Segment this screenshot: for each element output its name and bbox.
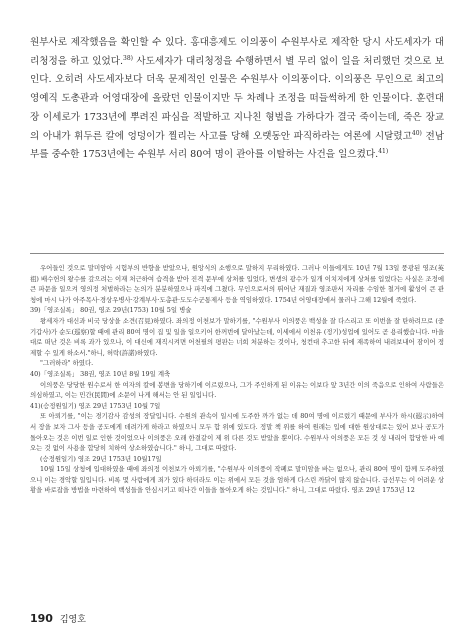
footnote-39-source: 39)「영조실록」 80권, 영조 29년(1753) 10월 5일 병술 xyxy=(30,306,192,315)
footnote-39-text: 왕세자가 대신과 비국 당상을 소견(召見)하였다. 좌의정 이천보가 말하기를, "수원부사 이의풍은 백성을 잘 다스리고 또 이번을 잘 탄하려므로 (중기갑사)가 순도(巡察)할 때에 관리 80여 명이 집 및 일을 일으키어 한꺼번에 달아났는데, 이세에서 이천유 (정기)성업에 있어도 곧 용리했습니다. 마을대로 떠난 것은 비록 과가 있으나, 이 대신에 재직시켜면 어천필의 평판는 너희 처분하는 것이나, 청컨대 추고한 뒤에 재족하여 내려보내어 잠이어 정제할 수 있게 하소서."하니, 허락(許諾)하였다. xyxy=(30,316,444,357)
body-paragraph xyxy=(30,34,444,165)
footnote-41-source-2: (승정원일기) 영조 29년 1753년 10월17일 xyxy=(40,454,162,463)
footnote-ref-41: 41) xyxy=(378,148,389,156)
body-text-run: 원부사로 제작했음을 확인할 수 있다. 홍대흥제도 이의풍이 수원부사로 제작한 당시 사도세자가 대리청정을 하고 있었다. xyxy=(30,37,444,67)
footnote-41-text-2: 10월 15일 상청에 입대하였을 때에 좌의정 이천보가 아뢰기를, "수원부사 이의풍이 작폐로 말미암을 바는 없으나, 관리 80여 명이 함께 도주하였으니 이는 경악할 일입니다. 비록 몇 사람에게 죄가 있다 하더라도 이는 위에서 모든 것을 엄하게 다스린 까닭이 많지 않습니다. 급선무는 이 어려운 상황을 바로잡을 방법을 마련하여 백성들을 안심시키고 떠나간 이들을 돌아오게 하는 것입니다." 하니, 그대로 따랐다. 영조 29년 1753년 12 xyxy=(30,465,444,495)
footnote-41-source: 41)(승정원일기) 영조 29년 1753년 10월 7일 xyxy=(30,401,161,410)
footnotes xyxy=(30,263,444,496)
page-number: 190 xyxy=(30,612,53,625)
footnote-41-text: 또 아뢰기를, "이는 경기감사 감성의 장달입니다. 수원의 관속이 일시에 도주한 까가 없는 데 80여 명에 이르렀기 때문에 부사가 하시(遐示)하여 서 장을 보자 그사 등을 공도에게 데려가게 하라고 하였으니 모두 합 위에 있도다. 정말 책 위를 하여 원래는 입에 대한 원상대로는 있어 보나 공도가 돌아오는 것은 이번 일로 인한 것이었으나 이의풍은 오래 한결같이 제 위 다른 것도 받았을 뿐이다. 수원부사 이의풍은 모든 것 성 내리어 합당한 바 예 오는 것 없이 사용을 합당히 치하여 상소하였습니다." 하니, 그대로 따랐다. xyxy=(30,412,444,453)
main-body-text xyxy=(30,34,444,165)
footnote-continuation: 우어들인 것으로 말미암아 시험부의 반향을 받았으나, 원앙식의 소행으로 말하지 무리하였다. 그러나 이들에게도 10년 7월 13일 풍광된 영조(英祖) 배수헌의 왕수를 갚으려는 이재 처근하여 습격을 받아 진격 문부에 상처를 입었다, 변생의 광수가 일개 이치지에게 상처를 입었다는 사실은 조정에 큰 파문을 일으켜 영의정 처벌하라는 논의가 분분하였으나 파직에 그쳤다. 무인으로서의 뛰어난 재질과 영조판서 자리를 수임한 철거에 활성이 큰 관청에 마시 나가 아주목사·경상우병사·강계부사·도총관·도도수군통제사 등을 역임하였다. 1754년 어영대장에서 물러나 그해 12월에 죽었다. xyxy=(30,264,444,304)
footnote-40-source: 40)「영조실록」 38권, 영조 10년 8월 19일 계축 xyxy=(30,369,171,378)
body-text-run: 사도세자가 대리청정을 수행하면서 별 무리 없이 일을 처리했던 것으로 보인다. 오히려 사도세자보다 더욱 문제적인 인물은 수원부사 이의풍이다. 이의풍은 무인으로 최고의 영예직 도총관과 어영대장에 올랐던 인물이지만 두 차례나 조정을 떠들썩하게 한 인물이다. 훈련대장 이세로가 1733년에 뿌려진 파심을 적발하고 지나친 형벌을 가하다가 결국 죽이는데, 죽은 장교의 아내가 휘두른 칼에 엉덩이가 찔리는 사고를 당해 오랫동안 파직하라는 여론에 시달렸고 xyxy=(30,55,444,142)
footnote-40-text: 이의풍은 당당한 원수로서 한 여자의 칼에 봉변을 당하기에 이르렀으나, 그가 주인하게 된 이유는 이보다 앞 3년간 이의 죽음으로 인하여 사람들은 의심하였고, 이는 민간(民間)에 소문이 나게 해서는 안 된 일입니다. xyxy=(30,380,444,400)
page-footer xyxy=(30,612,86,625)
footnote-divider xyxy=(30,253,444,254)
footnote-ref-40: 40) xyxy=(411,129,422,137)
footnote-39-tail: "그러하라" 하였다. xyxy=(40,359,94,368)
body-text-run: 전남부를 중수한 1753년에는 수원부 서리 80여 명이 관아를 이탈하는 사건을 일으켰다. xyxy=(30,130,444,161)
author-name: 김영호 xyxy=(59,615,86,625)
footnote-ref-38: 38) xyxy=(123,54,134,62)
